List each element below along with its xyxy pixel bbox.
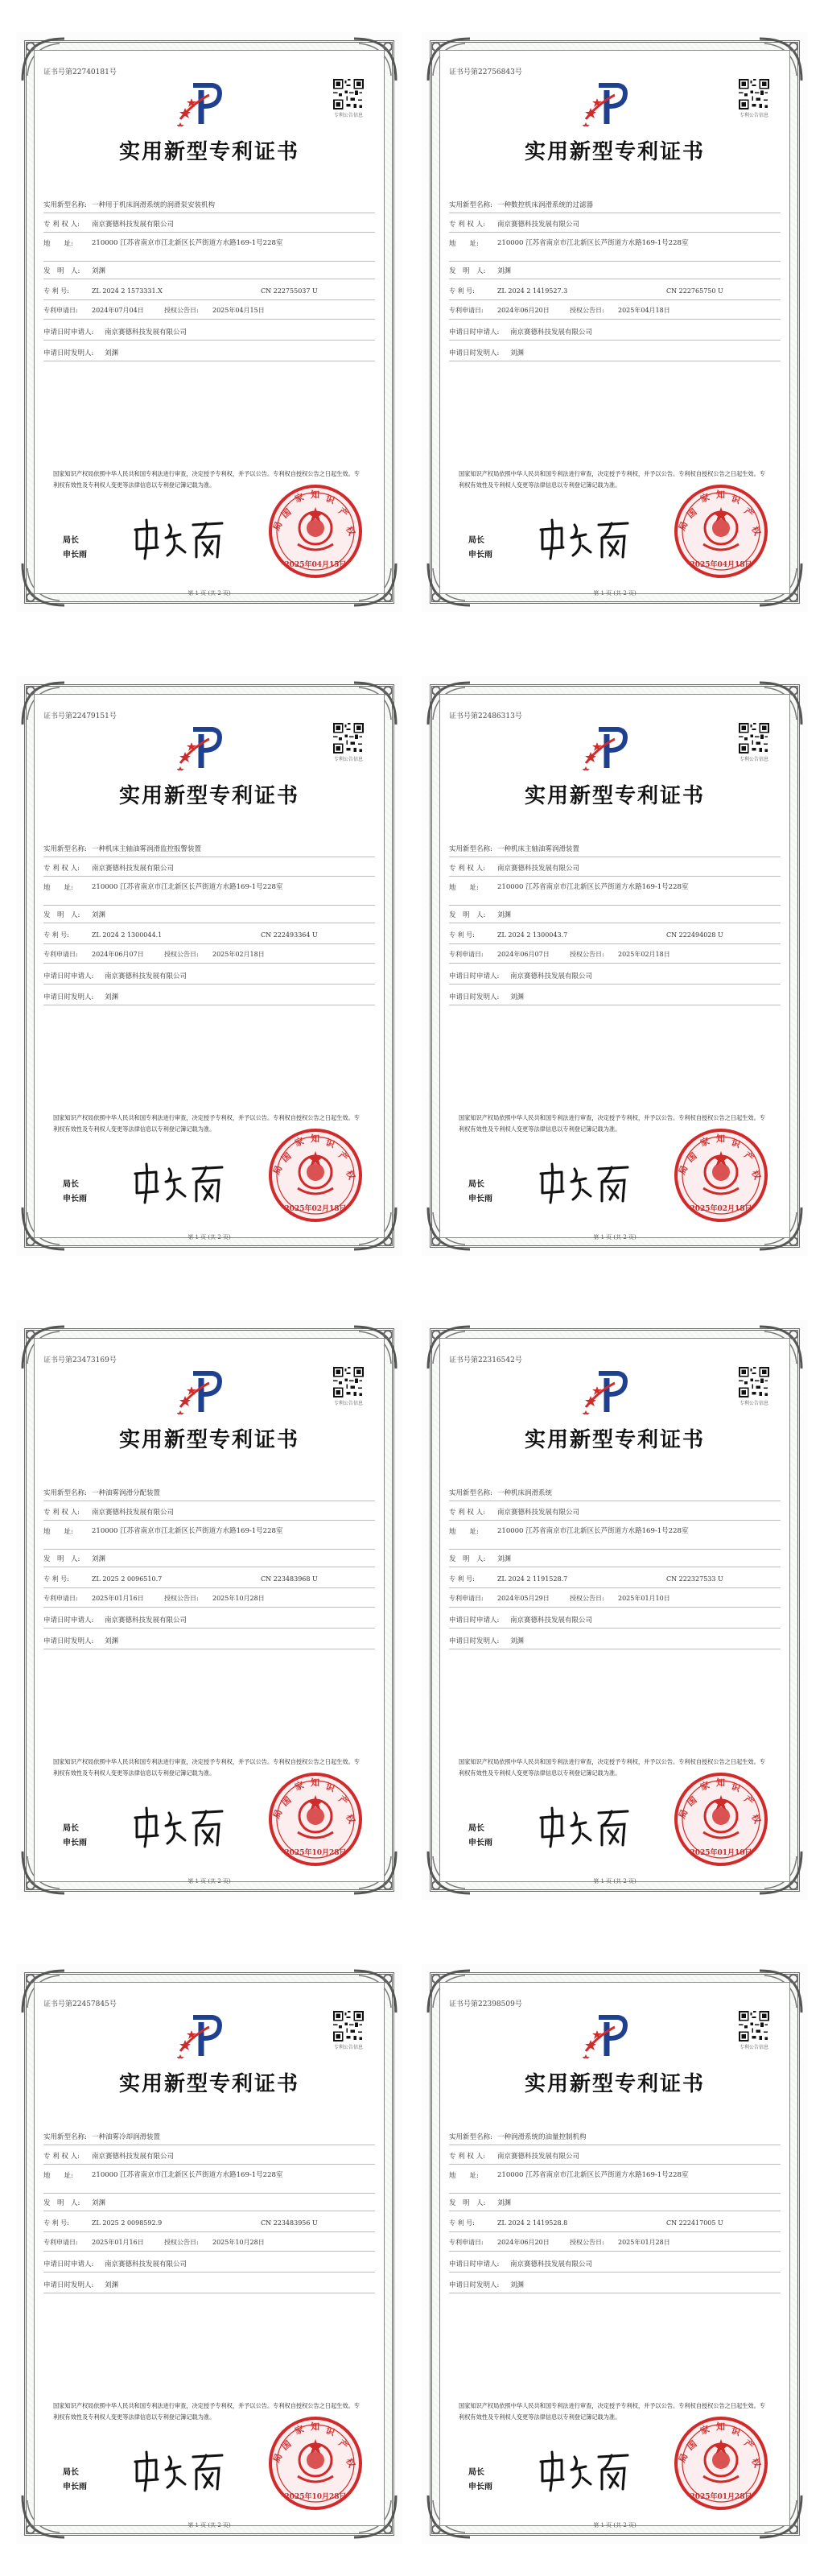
svg-text:家: 家 bbox=[698, 1135, 711, 1149]
cnipa-logo-icon bbox=[177, 723, 225, 771]
qr-code-icon[interactable] bbox=[333, 79, 364, 109]
address-row: 地 址: 210000 江苏省南京市江北新区长芦街道方水路169-1号228室 bbox=[449, 239, 689, 248]
director-name: 申长雨 bbox=[63, 1195, 87, 1203]
patentee-row: 专 利 权 人: 南京赛德科技发展有限公司 bbox=[449, 221, 580, 229]
svg-text:产: 产 bbox=[336, 2438, 350, 2452]
svg-text:权: 权 bbox=[749, 524, 763, 538]
svg-text:知: 知 bbox=[311, 489, 319, 500]
director-name: 申长雨 bbox=[468, 551, 492, 559]
certificate-number: 证书号第23473169号 bbox=[43, 1356, 117, 1364]
cnipa-logo-icon bbox=[177, 79, 225, 127]
svg-text:局: 局 bbox=[676, 519, 690, 533]
dates-row: 专利申请日: 2025年01月16日 授权公告日: 2025年10月28日 bbox=[43, 1595, 265, 1602]
seal-date: 2025年01月10日 bbox=[690, 1849, 752, 1857]
applicant-row: 申请日时申请人: 南京赛德科技发展有限公司 bbox=[449, 972, 593, 980]
director-title: 局长 bbox=[63, 536, 79, 545]
grant-statement: 国家知识产权局依照中华人民共和国专利法进行审查，决定授予专利权，并予以公告。专利权自授权公告之日起生效。专利权有效性及专利权人变更等法律信息以专利登记簿记载为准。 bbox=[459, 2402, 765, 2421]
applicant-inventor-row: 申请日时发明人: 刘渊 bbox=[449, 349, 525, 357]
patent-number-row: 专 利 号: ZL 2024 2 1191528.7 CN 222327533 U bbox=[449, 1575, 723, 1583]
director-name: 申长雨 bbox=[468, 2483, 492, 2491]
svg-text:权: 权 bbox=[344, 1168, 357, 1182]
certificate-number: 证书号第22316542号 bbox=[449, 1356, 522, 1364]
director-signature bbox=[129, 1158, 225, 1206]
patent-certificate bbox=[16, 32, 402, 612]
page-footer: 第 1 页 (共 2 页) bbox=[593, 1234, 637, 1241]
director-signature bbox=[534, 1802, 631, 1850]
svg-text:家: 家 bbox=[698, 1779, 711, 1793]
qr-code-icon[interactable] bbox=[739, 79, 769, 109]
applicant-inventor-row: 申请日时发明人: 刘渊 bbox=[449, 1637, 525, 1645]
patent-number-row: 专 利 号: ZL 2024 2 1300043.7 CN 222494028 U bbox=[449, 931, 723, 939]
divider bbox=[449, 1587, 781, 1588]
certificate-number: 证书号第22479151号 bbox=[43, 712, 117, 720]
divider bbox=[43, 943, 375, 944]
patent-certificate bbox=[422, 1964, 808, 2544]
applicant-inventor-row: 申请日时发明人: 刘渊 bbox=[43, 349, 119, 357]
page-footer: 第 1 页 (共 2 页) bbox=[187, 2522, 231, 2529]
divider bbox=[43, 1549, 375, 1550]
patent-certificate bbox=[422, 676, 808, 1256]
address-row: 地 址: 210000 江苏省南京市江北新区长芦街道方水路169-1号228室 bbox=[449, 2171, 689, 2180]
divider bbox=[43, 2193, 375, 2194]
qr-caption: 专利公告信息 bbox=[333, 757, 363, 762]
inventor-row: 发 明 人: 刘渊 bbox=[449, 2199, 512, 2207]
patent-certificate bbox=[16, 1320, 402, 1900]
divider bbox=[449, 1549, 781, 1550]
certificate-number: 证书号第22398509号 bbox=[449, 2000, 522, 2008]
director-signature bbox=[534, 2446, 631, 2494]
divider bbox=[43, 319, 375, 320]
qr-code-icon[interactable] bbox=[333, 723, 364, 753]
seal-date: 2025年02月18日 bbox=[690, 1205, 752, 1213]
applicant-row: 申请日时申请人: 南京赛德科技发展有限公司 bbox=[449, 328, 593, 336]
svg-text:知: 知 bbox=[311, 1777, 319, 1788]
certificate-title: 实用新型专利证书 bbox=[118, 784, 299, 808]
seal-date: 2025年10月28日 bbox=[284, 1849, 347, 1857]
address-row: 地 址: 210000 江苏省南京市江北新区长芦街道方水路169-1号228室 bbox=[43, 239, 283, 248]
divider bbox=[449, 2231, 781, 2232]
svg-text:知: 知 bbox=[716, 1777, 725, 1788]
svg-text:局: 局 bbox=[676, 1163, 690, 1177]
qr-caption: 专利公告信息 bbox=[333, 113, 363, 118]
svg-text:知: 知 bbox=[716, 2421, 725, 2432]
cnipa-logo-icon bbox=[177, 2011, 225, 2059]
director-name: 申长雨 bbox=[468, 1195, 492, 1203]
svg-text:产: 产 bbox=[742, 1794, 756, 1808]
patent-number-row: 专 利 号: ZL 2025 2 0096510.7 CN 223483968 U bbox=[43, 1575, 318, 1583]
svg-text:局: 局 bbox=[676, 1807, 690, 1821]
patent-number-row: 专 利 号: ZL 2025 2 0098592.9 CN 223483956 U bbox=[43, 2219, 318, 2227]
director-name: 申长雨 bbox=[63, 551, 87, 559]
certificate-title: 实用新型专利证书 bbox=[118, 140, 299, 164]
director-signature bbox=[534, 1158, 631, 1206]
cnipa-logo-icon bbox=[583, 1367, 631, 1415]
grant-statement: 国家知识产权局依照中华人民共和国专利法进行审查，决定授予专利权，并予以公告。专利权自授权公告之日起生效。专利权有效性及专利权人变更等法律信息以专利登记簿记载为准。 bbox=[459, 1114, 765, 1133]
divider bbox=[43, 984, 375, 985]
svg-text:权: 权 bbox=[749, 2456, 763, 2470]
divider bbox=[449, 876, 781, 877]
applicant-row: 申请日时申请人: 南京赛德科技发展有限公司 bbox=[449, 1616, 593, 1624]
applicant-inventor-row: 申请日时发明人: 刘渊 bbox=[43, 2281, 119, 2289]
svg-text:知: 知 bbox=[716, 489, 725, 500]
applicant-row: 申请日时申请人: 南京赛德科技发展有限公司 bbox=[43, 328, 187, 336]
svg-text:家: 家 bbox=[698, 491, 711, 505]
certificate-title: 实用新型专利证书 bbox=[524, 1428, 705, 1452]
applicant-inventor-row: 申请日时发明人: 刘渊 bbox=[43, 993, 119, 1001]
divider bbox=[43, 1520, 375, 1521]
page-footer: 第 1 页 (共 2 页) bbox=[187, 1234, 231, 1241]
director-title: 局长 bbox=[63, 1180, 79, 1189]
qr-code-icon[interactable] bbox=[333, 2011, 364, 2041]
svg-text:知: 知 bbox=[311, 2421, 319, 2432]
svg-text:权: 权 bbox=[344, 524, 357, 538]
svg-text:国: 国 bbox=[685, 506, 699, 521]
svg-text:识: 识 bbox=[729, 493, 742, 506]
seal-date: 2025年10月28日 bbox=[284, 2493, 347, 2501]
dates-row: 专利申请日: 2024年07月04日 授权公告日: 2025年04月15日 bbox=[43, 307, 265, 314]
utility-name-row: 实用新型名称: 一种机床主轴油雾润滑装置 bbox=[449, 845, 580, 853]
dates-row: 专利申请日: 2024年06月07日 授权公告日: 2025年02月18日 bbox=[449, 951, 670, 958]
dates-row: 专利申请日: 2024年06月07日 授权公告日: 2025年02月18日 bbox=[43, 951, 265, 958]
divider bbox=[43, 963, 375, 964]
cnipa-logo-icon bbox=[583, 79, 631, 127]
address-row: 地 址: 210000 江苏省南京市江北新区长芦街道方水路169-1号228室 bbox=[43, 2171, 283, 2180]
patent-certificate bbox=[422, 1320, 808, 1900]
svg-text:国: 国 bbox=[279, 1794, 294, 1809]
certificate-title: 实用新型专利证书 bbox=[524, 2072, 705, 2096]
grant-statement: 国家知识产权局依照中华人民共和国专利法进行审查，决定授予专利权，并予以公告。专利权自授权公告之日起生效。专利权有效性及专利权人变更等法律信息以专利登记簿记载为准。 bbox=[53, 1758, 360, 1777]
seal-date: 2025年04月18日 bbox=[690, 561, 752, 569]
svg-text:识: 识 bbox=[323, 1137, 336, 1150]
divider bbox=[449, 2272, 781, 2273]
director-signature bbox=[129, 2446, 225, 2494]
svg-text:国: 国 bbox=[685, 1150, 699, 1165]
divider bbox=[43, 1607, 375, 1608]
certificate-title: 实用新型专利证书 bbox=[524, 784, 705, 808]
divider bbox=[449, 319, 781, 320]
divider bbox=[449, 299, 781, 300]
utility-name-row: 实用新型名称: 一种用于机床润滑系统的润滑泵安装机构 bbox=[43, 201, 216, 209]
svg-text:局: 局 bbox=[270, 2451, 285, 2465]
qr-code-icon[interactable] bbox=[333, 1367, 364, 1397]
inventor-row: 发 明 人: 刘渊 bbox=[43, 2199, 106, 2207]
applicant-row: 申请日时申请人: 南京赛德科技发展有限公司 bbox=[449, 2260, 593, 2268]
patentee-row: 专 利 权 人: 南京赛德科技发展有限公司 bbox=[43, 1509, 175, 1517]
svg-text:国: 国 bbox=[279, 2438, 294, 2453]
divider bbox=[43, 2231, 375, 2232]
address-row: 地 址: 210000 江苏省南京市江北新区长芦街道方水路169-1号228室 bbox=[449, 883, 689, 892]
svg-text:国: 国 bbox=[279, 1150, 294, 1165]
grant-statement: 国家知识产权局依照中华人民共和国专利法进行审查，决定授予专利权，并予以公告。专利权自授权公告之日起生效。专利权有效性及专利权人变更等法律信息以专利登记簿记载为准。 bbox=[53, 2402, 360, 2421]
svg-text:权: 权 bbox=[749, 1168, 763, 1182]
director-signature bbox=[129, 514, 225, 562]
divider bbox=[43, 876, 375, 877]
divider bbox=[43, 1587, 375, 1588]
divider bbox=[43, 232, 375, 233]
inventor-row: 发 明 人: 刘渊 bbox=[43, 267, 106, 275]
seal-date: 2025年01月28日 bbox=[690, 2493, 752, 2501]
svg-text:权: 权 bbox=[749, 1812, 763, 1826]
inventor-row: 发 明 人: 刘渊 bbox=[449, 1555, 512, 1563]
svg-text:权: 权 bbox=[344, 1812, 357, 1826]
svg-text:识: 识 bbox=[323, 493, 336, 506]
page-footer: 第 1 页 (共 2 页) bbox=[593, 1878, 637, 1885]
cnipa-logo-icon bbox=[177, 1367, 225, 1415]
patent-number-row: 专 利 号: ZL 2024 2 1300044.1 CN 222493364 U bbox=[43, 931, 318, 939]
address-row: 地 址: 210000 江苏省南京市江北新区长芦街道方水路169-1号228室 bbox=[43, 1527, 283, 1536]
dates-row: 专利申请日: 2024年06月20日 授权公告日: 2025年01月28日 bbox=[449, 2239, 670, 2246]
svg-text:识: 识 bbox=[323, 1781, 336, 1794]
page-footer: 第 1 页 (共 2 页) bbox=[593, 590, 637, 597]
grant-statement: 国家知识产权局依照中华人民共和国专利法进行审查，决定授予专利权，并予以公告。专利权自授权公告之日起生效。专利权有效性及专利权人变更等法律信息以专利登记簿记载为准。 bbox=[53, 1114, 360, 1133]
svg-text:国: 国 bbox=[279, 506, 294, 521]
address-row: 地 址: 210000 江苏省南京市江北新区长芦街道方水路169-1号228室 bbox=[449, 1527, 689, 1536]
divider bbox=[449, 1520, 781, 1521]
seal-date: 2025年02月18日 bbox=[284, 1205, 347, 1213]
director-title: 局长 bbox=[468, 1180, 484, 1189]
divider bbox=[43, 905, 375, 906]
svg-text:知: 知 bbox=[716, 1133, 725, 1144]
applicant-row: 申请日时申请人: 南京赛德科技发展有限公司 bbox=[43, 2260, 187, 2268]
svg-text:局: 局 bbox=[676, 2451, 690, 2465]
divider bbox=[449, 232, 781, 233]
svg-text:识: 识 bbox=[729, 1781, 742, 1794]
divider bbox=[449, 984, 781, 985]
svg-text:家: 家 bbox=[293, 491, 306, 505]
utility-name-row: 实用新型名称: 一种机床润滑系统 bbox=[449, 1489, 553, 1497]
director-title: 局长 bbox=[468, 536, 484, 545]
qr-code-icon[interactable] bbox=[739, 723, 769, 753]
patentee-row: 专 利 权 人: 南京赛德科技发展有限公司 bbox=[449, 865, 580, 873]
director-name: 申长雨 bbox=[63, 1839, 87, 1847]
inventor-row: 发 明 人: 刘渊 bbox=[449, 911, 512, 919]
director-title: 局长 bbox=[63, 1824, 79, 1833]
svg-text:局: 局 bbox=[270, 1807, 285, 1821]
svg-text:产: 产 bbox=[742, 1150, 756, 1164]
certificate-number: 证书号第22740181号 bbox=[43, 68, 117, 76]
certificate-number: 证书号第22486313号 bbox=[449, 712, 522, 720]
patent-certificate bbox=[422, 32, 808, 612]
certificate-title: 实用新型专利证书 bbox=[524, 140, 705, 164]
svg-text:识: 识 bbox=[323, 2425, 336, 2438]
svg-text:家: 家 bbox=[293, 2423, 306, 2437]
svg-text:局: 局 bbox=[270, 519, 285, 533]
patentee-row: 专 利 权 人: 南京赛德科技发展有限公司 bbox=[449, 2153, 580, 2161]
director-name: 申长雨 bbox=[468, 1839, 492, 1847]
director-title: 局长 bbox=[63, 2468, 79, 2477]
svg-text:局: 局 bbox=[270, 1163, 285, 1177]
director-signature bbox=[129, 1802, 225, 1850]
patent-number-row: 专 利 号: ZL 2024 2 1573331.X CN 222755037 U bbox=[43, 287, 318, 295]
utility-name-row: 实用新型名称: 一种油雾冷却润滑装置 bbox=[43, 2133, 161, 2141]
svg-text:家: 家 bbox=[698, 2423, 711, 2437]
qr-caption: 专利公告信息 bbox=[739, 1401, 768, 1406]
page-footer: 第 1 页 (共 2 页) bbox=[187, 1878, 231, 1885]
svg-text:权: 权 bbox=[344, 2456, 357, 2470]
divider bbox=[43, 299, 375, 300]
divider bbox=[43, 1628, 375, 1629]
certificate-number: 证书号第22457845号 bbox=[43, 2000, 117, 2008]
utility-name-row: 实用新型名称: 一种油雾润滑分配装置 bbox=[43, 1489, 161, 1497]
svg-text:产: 产 bbox=[742, 2438, 756, 2452]
certificate-title: 实用新型专利证书 bbox=[118, 2072, 299, 2096]
divider bbox=[449, 905, 781, 906]
cnipa-logo-icon bbox=[583, 2011, 631, 2059]
page-footer: 第 1 页 (共 2 页) bbox=[593, 2522, 637, 2529]
patent-number-row: 专 利 号: ZL 2024 2 1419527.3 CN 222765750 U bbox=[449, 287, 723, 295]
patent-number-row: 专 利 号: ZL 2024 2 1419528.8 CN 222417005 U bbox=[449, 2219, 723, 2227]
svg-text:国: 国 bbox=[685, 1794, 699, 1809]
applicant-row: 申请日时申请人: 南京赛德科技发展有限公司 bbox=[43, 1616, 187, 1624]
dates-row: 专利申请日: 2024年06月20日 授权公告日: 2025年04月18日 bbox=[449, 307, 670, 314]
svg-text:识: 识 bbox=[729, 1137, 742, 1150]
divider bbox=[449, 2164, 781, 2165]
director-title: 局长 bbox=[468, 2468, 484, 2477]
director-name: 申长雨 bbox=[63, 2483, 87, 2491]
qr-caption: 专利公告信息 bbox=[739, 757, 768, 762]
divider bbox=[449, 340, 781, 341]
director-title: 局长 bbox=[468, 1824, 484, 1833]
dates-row: 专利申请日: 2024年05月29日 授权公告日: 2025年01月10日 bbox=[449, 1595, 670, 1602]
qr-code-icon[interactable] bbox=[739, 1367, 769, 1397]
utility-name-row: 实用新型名称: 一种机床主轴油雾润滑监控报警装置 bbox=[43, 845, 202, 853]
grant-statement: 国家知识产权局依照中华人民共和国专利法进行审查，决定授予专利权，并予以公告。专利权自授权公告之日起生效。专利权有效性及专利权人变更等法律信息以专利登记簿记载为准。 bbox=[459, 470, 765, 489]
page-footer: 第 1 页 (共 2 页) bbox=[187, 590, 231, 597]
address-row: 地 址: 210000 江苏省南京市江北新区长芦街道方水路169-1号228室 bbox=[43, 883, 283, 892]
qr-caption: 专利公告信息 bbox=[739, 113, 768, 118]
applicant-row: 申请日时申请人: 南京赛德科技发展有限公司 bbox=[43, 972, 187, 980]
svg-text:产: 产 bbox=[336, 1150, 350, 1164]
divider bbox=[449, 1628, 781, 1629]
qr-caption: 专利公告信息 bbox=[333, 1401, 363, 1406]
svg-text:国: 国 bbox=[685, 2438, 699, 2453]
utility-name-row: 实用新型名称: 一种数控机床润滑系统的过滤器 bbox=[449, 201, 594, 209]
qr-caption: 专利公告信息 bbox=[333, 2045, 363, 2050]
divider bbox=[449, 943, 781, 944]
svg-text:家: 家 bbox=[293, 1779, 306, 1793]
svg-text:产: 产 bbox=[742, 506, 756, 520]
applicant-inventor-row: 申请日时发明人: 刘渊 bbox=[449, 2281, 525, 2289]
utility-name-row: 实用新型名称: 一种润滑系统的油量控制机构 bbox=[449, 2133, 587, 2141]
qr-caption: 专利公告信息 bbox=[739, 2045, 768, 2050]
svg-text:知: 知 bbox=[311, 1133, 319, 1144]
grant-statement: 国家知识产权局依照中华人民共和国专利法进行审查，决定授予专利权，并予以公告。专利权自授权公告之日起生效。专利权有效性及专利权人变更等法律信息以专利登记簿记载为准。 bbox=[53, 470, 360, 489]
patent-certificate bbox=[16, 1964, 402, 2544]
divider bbox=[43, 2251, 375, 2252]
patentee-row: 专 利 权 人: 南京赛德科技发展有限公司 bbox=[43, 2153, 175, 2161]
applicant-inventor-row: 申请日时发明人: 刘渊 bbox=[449, 993, 525, 1001]
divider bbox=[449, 963, 781, 964]
inventor-row: 发 明 人: 刘渊 bbox=[43, 911, 106, 919]
divider bbox=[449, 2193, 781, 2194]
cnipa-logo-icon bbox=[583, 723, 631, 771]
qr-code-icon[interactable] bbox=[739, 2011, 769, 2041]
grant-statement: 国家知识产权局依照中华人民共和国专利法进行审查，决定授予专利权，并予以公告。专利权自授权公告之日起生效。专利权有效性及专利权人变更等法律信息以专利登记簿记载为准。 bbox=[459, 1758, 765, 1777]
divider bbox=[43, 2272, 375, 2273]
director-signature bbox=[534, 514, 631, 562]
svg-text:产: 产 bbox=[336, 1794, 350, 1808]
divider bbox=[43, 261, 375, 262]
certificate-title: 实用新型专利证书 bbox=[118, 1428, 299, 1452]
patentee-row: 专 利 权 人: 南京赛德科技发展有限公司 bbox=[449, 1509, 580, 1517]
divider bbox=[43, 2164, 375, 2165]
patentee-row: 专 利 权 人: 南京赛德科技发展有限公司 bbox=[43, 865, 175, 873]
patentee-row: 专 利 权 人: 南京赛德科技发展有限公司 bbox=[43, 221, 175, 229]
svg-text:家: 家 bbox=[293, 1135, 306, 1149]
seal-date: 2025年04月15日 bbox=[284, 561, 347, 569]
applicant-inventor-row: 申请日时发明人: 刘渊 bbox=[43, 1637, 119, 1645]
inventor-row: 发 明 人: 刘渊 bbox=[43, 1555, 106, 1563]
divider bbox=[449, 2251, 781, 2252]
svg-text:识: 识 bbox=[729, 2425, 742, 2438]
divider bbox=[449, 1607, 781, 1608]
divider bbox=[43, 340, 375, 341]
dates-row: 专利申请日: 2025年01月16日 授权公告日: 2025年10月28日 bbox=[43, 2239, 265, 2246]
divider bbox=[449, 261, 781, 262]
inventor-row: 发 明 人: 刘渊 bbox=[449, 267, 512, 275]
certificate-number: 证书号第22756843号 bbox=[449, 68, 522, 76]
svg-text:产: 产 bbox=[336, 506, 350, 520]
patent-certificate bbox=[16, 676, 402, 1256]
